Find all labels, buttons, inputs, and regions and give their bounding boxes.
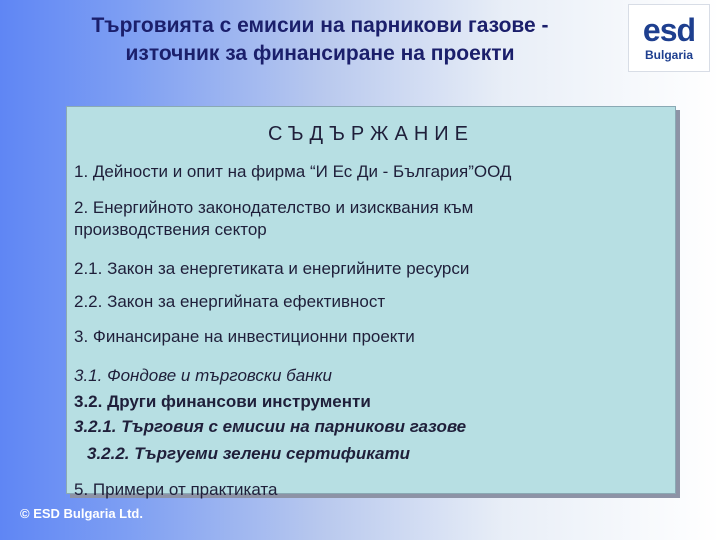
footer-copyright: © ESD Bulgaria Ltd. xyxy=(20,506,143,521)
logo-wordmark: esd xyxy=(642,12,696,48)
contents-item-2-cont: производствения сектор xyxy=(74,220,267,239)
contents-heading: СЪДЪРЖАНИЕ xyxy=(267,123,475,145)
esd-bulgaria-logo xyxy=(628,4,710,72)
contents-item-2-1: 2.1. Закон за енергетиката и енергийните ресурси xyxy=(74,259,470,278)
slide-title xyxy=(40,12,600,68)
contents-item-3-2-1: 3.2.1. Търговия с емисии на парникови газове xyxy=(74,417,467,436)
contents-item-2: 2. Енергийното законодателство и изисквания към xyxy=(74,198,474,217)
contents-item-3-2-2: 3.2.2. Търгуеми зелени сертификати xyxy=(87,444,410,463)
contents-box xyxy=(66,106,676,499)
contents-item-2-2: 2.2. Закон за енергийната ефективност xyxy=(74,292,386,311)
contents-item-3: 3. Финансиране на инвестиционни проекти xyxy=(74,327,415,346)
contents-item-3-1: 3.1. Фондове и търговски банки xyxy=(74,366,332,385)
contents-item-3-2: 3.2. Други финансови инструменти xyxy=(74,392,371,411)
logo-subtitle: Bulgaria xyxy=(644,48,693,62)
title-line-1: Търговията с емисии на парникови газове - xyxy=(91,14,549,37)
title-line-2: източник за финансиране на проекти xyxy=(125,42,515,65)
contents-item-1: 1. Дейности и опит на фирма “И Ес Ди - България”ООД xyxy=(74,162,512,181)
contents-item-5: 5. Примери от практиката xyxy=(74,480,278,499)
